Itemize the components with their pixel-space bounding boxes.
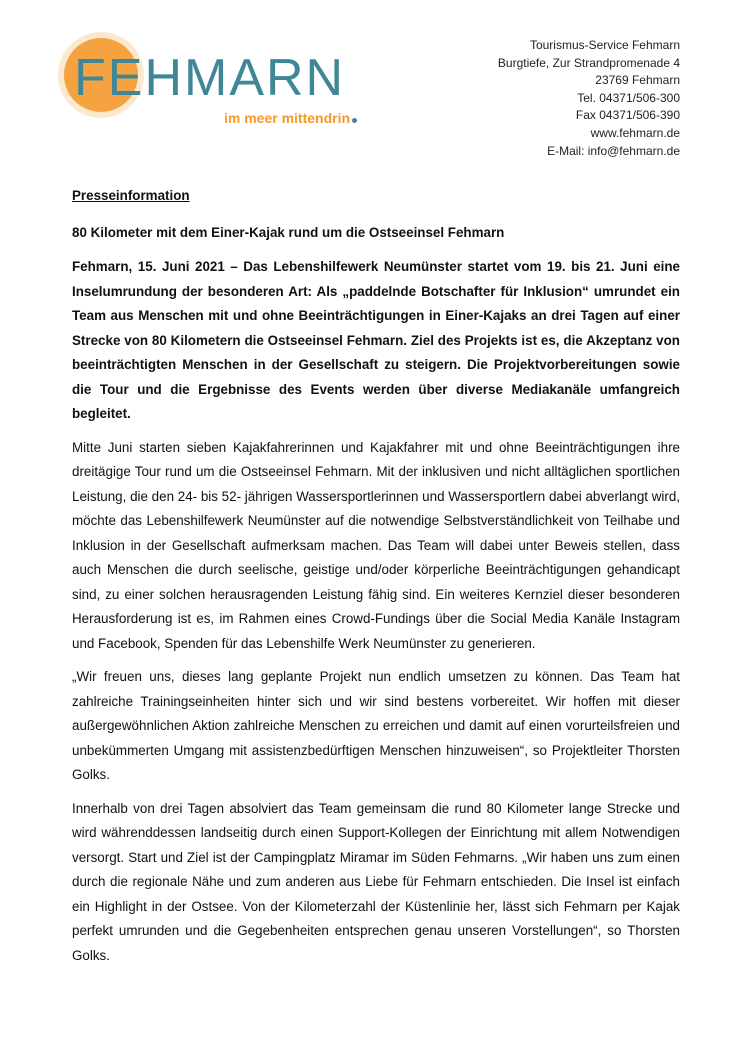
contact-city: 23769 Fehmarn — [595, 73, 680, 88]
logo-brand: FEHMARN — [74, 49, 346, 107]
headline: 80 Kilometer mit dem Einer-Kajak rund um die Ostseeinsel Fehmarn — [72, 224, 505, 240]
fehmarn-logo — [58, 28, 368, 128]
contact-org: Tourismus-Service Fehmarn — [529, 38, 680, 52]
contact-block — [498, 37, 680, 160]
body-paragraph: Innerhalb von drei Tagen absolviert das Team gemeinsam die rund 80 Kilometer lange Strecke und wird währenddessen landseitig durch einen Support-Kollegen der Einrichtung mit allem Notwendigen versorgt. Start und Ziel ist der Campingplatz Miramar im Süden Fehmarns. „Wir haben uns zum einen durch die regionale Nähe und zum anderen aus Liebe für Fehmarn entschieden. Die Insel ist einfach ein Highlight in der Ostsee. Von der Kilometerzahl der Küstenlinie her, lässt sich Fehmarn per Kajak perfekt umrunden und die Gegebenheiten entsprechen genau unseren Vorstellungen“, so Thorsten Golks. — [72, 800, 680, 963]
contact-email: E-Mail: info@fehmarn.de — [547, 143, 680, 158]
press-label: Presseinformation — [72, 188, 190, 203]
contact-fax: Fax 04371/506-390 — [575, 108, 680, 123]
contact-phone: Tel. 04371/506-300 — [577, 90, 680, 105]
contact-website: www.fehmarn.de — [590, 125, 680, 140]
logo-tagline: im meer mittendrin — [224, 110, 357, 126]
document-body — [72, 184, 680, 977]
lead-paragraph: Fehmarn, 15. Juni 2021 – Das Lebenshilfewerk Neumünster startet vom 19. bis 21. Juni eine Inselumrundung der besonderen Art: Als „paddelnde Botschafter für Inklusion“ umrundet ein Team aus Menschen mit und ohne Beeinträchtigungen in Einer-Kajaks an drei Tagen auf einer Strecke von 80 Kilometern die Ostseeinsel Fehmarn. Ziel des Projekts ist es, die Akzeptanz von beeinträchtigten Menschen in der Gesellschaft zu steigern. Die Projektvorbereitungen sowie die Tour und die Ergebnisse des Events werden über diverse Mediakanäle umfangreich begleitet. — [72, 259, 680, 421]
body-paragraph: Mitte Juni starten sieben Kajakfahrerinnen und Kajakfahrer mit und ohne Beeinträchtigungen ihre dreitägige Tour rund um die Ostseeinsel Fehmarn. Mit der inklusiven und nicht alltäglichen sportlichen Leistung, die den 24- bis 52- jährigen Wassersportlerinnen und Wassersportlern dabei abverlangt wird, möchte das Lebenshilfewerk Neumünster auf die notwendige Selbstverständlichkeit von Teilhabe und Inklusion in der Gesellschaft aufmerksam machen. Das Team will dabei unter Beweis stellen, dass auch Menschen die durch seelische, geistige und/oder körperliche Beeinträchtigungen gehandicapt sind, zu einer solchen herausragenden Leistung fähig sind. Ein weiteres Kernziel dieser besonderen Herausforderung ist es, im Rahmen eines Crowd-Fundings über die Social Media Kanäle Instagram und Facebook, Spenden für das Lebenshilfe Werk Neumünster zu generieren. — [72, 439, 680, 651]
body-paragraph: „Wir freuen uns, dieses lang geplante Projekt nun endlich umsetzen zu können. Das Team hat zahlreiche Trainingseinheiten hinter sich und wir sind bestens vorbereitet. Wir hoffen mit dieser außergewöhnlichen Aktion zahlreiche Menschen zu erreichen und damit auf einen vorurteilsfreien und unbekümmerten Umgang mit assistenzbedürftigen Menschen hinzuweisen“, so Projektleiter Thorsten Golks. — [72, 669, 680, 782]
contact-street: Burgtiefe, Zur Strandpromenade 4 — [497, 55, 680, 70]
